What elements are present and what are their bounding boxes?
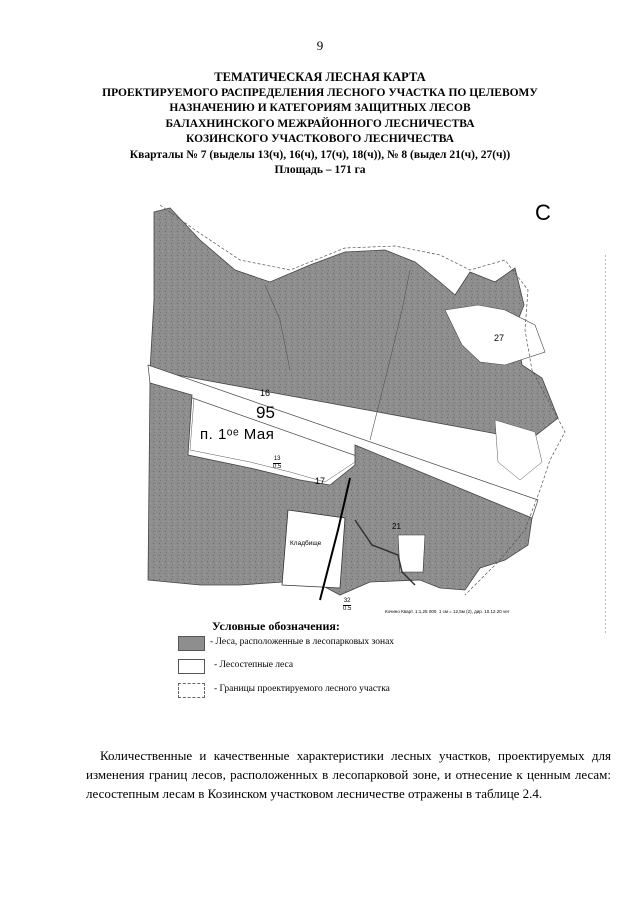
scan-edge-mark bbox=[604, 255, 607, 635]
title-line-1: ТЕМАТИЧЕСКАЯ ЛЕСНАЯ КАРТА bbox=[214, 70, 426, 84]
plot-13-area: 0.5 bbox=[273, 463, 282, 470]
forest-map bbox=[140, 200, 600, 620]
legend-label-steppe: - Лесостепные леса bbox=[214, 660, 294, 670]
title-line-5: КОЗИНСКОГО УЧАСТКОВОГО ЛЕСНИЧЕСТВА bbox=[186, 133, 454, 145]
plot-32-area: 0.5 bbox=[343, 605, 352, 612]
map-title bbox=[0, 70, 640, 179]
legend-swatch-boundary bbox=[178, 683, 205, 698]
plot-32-number: 32 bbox=[343, 598, 351, 604]
title-line-7: Площадь – 171 га bbox=[274, 164, 366, 176]
legend-swatch-forest bbox=[178, 636, 205, 651]
plot-21-label: 21 bbox=[392, 522, 401, 531]
scale-note: Кочино Кварт. 1:1,25 000. 1 см = 12,5м (2), дир. 10.12.20 ver bbox=[385, 609, 510, 614]
north-label: С bbox=[535, 200, 551, 225]
legend-title: Условные обозначения: bbox=[212, 619, 340, 633]
title-line-2: ПРОЕКТИРУЕМОГО РАСПРЕДЕЛЕНИЯ ЛЕСНОГО УЧАСТКА ПО ЦЕЛЕВОМУ bbox=[102, 86, 538, 99]
title-line-3: НАЗНАЧЕНИЮ И КАТЕГОРИЯМ ЗАЩИТНЫХ ЛЕСОВ bbox=[169, 102, 471, 114]
plot-13-number: 13 bbox=[273, 456, 281, 462]
quarter-label: 95 bbox=[256, 403, 275, 422]
steppe-area-small bbox=[398, 535, 425, 572]
cemetery-label: Кладбище bbox=[290, 540, 322, 547]
plot-32-fraction bbox=[343, 598, 351, 612]
plot-13-fraction bbox=[273, 456, 281, 470]
title-line-4: БАЛАХНИНСКОГО МЕЖРАЙОННОГО ЛЕСНИЧЕСТВА bbox=[165, 117, 475, 130]
plot-17-label: 17 bbox=[315, 476, 326, 486]
cemetery-area bbox=[282, 510, 345, 588]
legend-swatch-steppe bbox=[178, 659, 205, 674]
legend-label-forest: - Леса, расположенные в лесопарковых зонах bbox=[210, 637, 395, 647]
page-number: 9 bbox=[316, 38, 324, 53]
legend-label-boundary: - Границы проектируемого лесного участка bbox=[214, 684, 390, 694]
plot-27-label: 27 bbox=[494, 333, 505, 343]
title-line-6: Кварталы № 7 (выделы 13(ч), 16(ч), 17(ч), 18(ч)), № 8 (выдел 21(ч), 27(ч)) bbox=[129, 148, 511, 161]
map-graphic bbox=[140, 200, 600, 620]
plot-16-label: 16 bbox=[260, 388, 271, 398]
settlement-label: п. 1ᵒᵉ Мая bbox=[200, 426, 275, 443]
body-paragraph: Количественные и качественные характеристики лесных участков, проектируемых для изменения границ лесов, расположенных в лесопарковой зоне, и отнесение к ценным лесам: лесостепным лесам в Козинском участковом лесничестве отражены в таблице 2.4. bbox=[86, 748, 611, 801]
